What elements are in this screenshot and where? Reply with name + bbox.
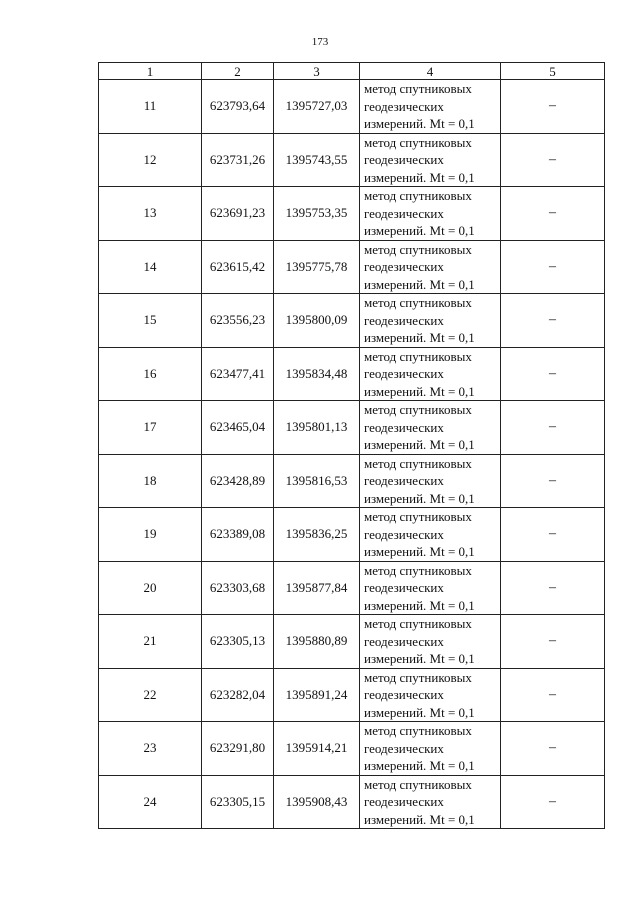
column-header-4: 4: [360, 63, 501, 80]
note-cell: –: [501, 347, 605, 401]
method-cell: [360, 722, 501, 776]
y-coordinate-cell: 1395914,21: [274, 722, 360, 776]
y-coordinate-cell: 1395816,53: [274, 454, 360, 508]
method-line-3: измерений. Mt = 0,1: [364, 597, 475, 613]
point-number-cell: 22: [99, 668, 202, 722]
y-coordinate-cell: 1395801,13: [274, 401, 360, 455]
method-line-2: геодезических: [364, 205, 444, 221]
method-line-1: метод спутниковых: [364, 295, 472, 310]
y-coordinate-cell: 1395834,48: [274, 347, 360, 401]
x-coordinate-cell: 623305,15: [202, 775, 274, 829]
note-cell: –: [501, 80, 605, 134]
page-number: 173: [311, 36, 329, 48]
note-cell: –: [501, 561, 605, 615]
x-coordinate-cell: 623282,04: [202, 668, 274, 722]
method-cell: [360, 561, 501, 615]
y-coordinate-cell: 1395877,84: [274, 561, 360, 615]
method-line-3: измерений. Mt = 0,1: [364, 544, 475, 559]
y-coordinate-cell: 1395800,09: [274, 294, 360, 348]
method-line-1: метод спутниковых: [364, 455, 472, 471]
method-cell: [360, 668, 501, 722]
point-number-cell: 18: [99, 454, 202, 508]
x-coordinate-cell: 623291,80: [202, 722, 274, 776]
table-row: [99, 240, 605, 294]
method-line-2: геодезических: [364, 687, 444, 702]
table-body: [99, 80, 605, 829]
method-line-2: геодезических: [364, 740, 444, 756]
point-number-cell: 16: [99, 347, 202, 401]
method-line-2: геодезических: [364, 526, 444, 542]
point-number-cell: 13: [99, 187, 202, 241]
method-line-3: измерений. Mt = 0,1: [364, 651, 475, 666]
x-coordinate-cell: 623793,64: [202, 80, 274, 134]
point-number-cell: 21: [99, 615, 202, 669]
note-cell: –: [501, 775, 605, 829]
method-line-2: геодезических: [364, 794, 444, 809]
note-cell: –: [501, 508, 605, 562]
y-coordinate-cell: 1395743,55: [274, 133, 360, 187]
point-number-cell: 19: [99, 508, 202, 562]
column-header-5: 5: [501, 63, 605, 80]
method-line-3: измерений. Mt = 0,1: [364, 704, 475, 720]
table-row: [99, 508, 605, 562]
table-row: [99, 615, 605, 669]
point-number-cell: 15: [99, 294, 202, 348]
note-cell: –: [501, 615, 605, 669]
method-line-3: измерений. Mt = 0,1: [364, 330, 475, 345]
x-coordinate-cell: 623305,13: [202, 615, 274, 669]
note-cell: –: [501, 454, 605, 508]
method-line-2: геодезических: [364, 473, 444, 488]
method-line-2: геодезических: [364, 366, 444, 381]
x-coordinate-cell: 623615,42: [202, 240, 274, 294]
method-line-2: геодезических: [364, 98, 444, 114]
method-line-3: измерений. Mt = 0,1: [364, 169, 475, 185]
table-row: [99, 668, 605, 722]
method-line-1: метод спутниковых: [364, 616, 472, 631]
method-line-1: метод спутниковых: [364, 81, 472, 96]
method-line-1: метод спутниковых: [364, 723, 472, 738]
table-row: [99, 722, 605, 776]
table-row: [99, 454, 605, 508]
table-row: [99, 133, 605, 187]
note-cell: –: [501, 401, 605, 455]
method-line-2: геодезических: [364, 580, 444, 595]
method-cell: [360, 133, 501, 187]
x-coordinate-cell: 623428,89: [202, 454, 274, 508]
y-coordinate-cell: 1395727,03: [274, 80, 360, 134]
method-line-1: метод спутниковых: [364, 562, 472, 578]
method-line-3: измерений. Mt = 0,1: [364, 276, 475, 292]
method-line-1: метод спутниковых: [364, 241, 472, 257]
column-header-2: 2: [202, 63, 274, 80]
method-line-1: метод спутниковых: [364, 509, 472, 524]
method-line-3: измерений. Mt = 0,1: [364, 437, 475, 452]
method-line-3: измерений. Mt = 0,1: [364, 383, 475, 399]
header-row: [99, 63, 605, 80]
point-number-cell: 17: [99, 401, 202, 455]
method-line-2: геодезических: [364, 633, 444, 649]
method-line-2: геодезических: [364, 419, 444, 435]
table-row: [99, 347, 605, 401]
method-line-2: геодезических: [364, 259, 444, 274]
y-coordinate-cell: 1395891,24: [274, 668, 360, 722]
y-coordinate-cell: 1395836,25: [274, 508, 360, 562]
method-cell: [360, 80, 501, 134]
note-cell: –: [501, 294, 605, 348]
method-line-2: геодезических: [364, 152, 444, 167]
method-line-1: метод спутниковых: [364, 402, 472, 417]
method-line-1: метод спутниковых: [364, 669, 472, 685]
method-cell: [360, 775, 501, 829]
point-number-cell: 20: [99, 561, 202, 615]
method-line-1: метод спутниковых: [364, 188, 472, 203]
table-row: [99, 187, 605, 241]
method-cell: [360, 187, 501, 241]
table-row: [99, 775, 605, 829]
point-number-cell: 12: [99, 133, 202, 187]
method-line-1: метод спутниковых: [364, 348, 472, 364]
point-number-cell: 23: [99, 722, 202, 776]
method-line-3: измерений. Mt = 0,1: [364, 490, 475, 506]
method-cell: [360, 401, 501, 455]
note-cell: –: [501, 133, 605, 187]
method-line-2: геодезических: [364, 312, 444, 328]
note-cell: –: [501, 187, 605, 241]
column-header-1: 1: [99, 63, 202, 80]
method-cell: [360, 454, 501, 508]
method-cell: [360, 615, 501, 669]
method-line-3: измерений. Mt = 0,1: [364, 758, 475, 773]
method-cell: [360, 347, 501, 401]
note-cell: –: [501, 668, 605, 722]
table-row: [99, 561, 605, 615]
method-line-3: измерений. Mt = 0,1: [364, 223, 475, 238]
x-coordinate-cell: 623731,26: [202, 133, 274, 187]
coordinates-table: [98, 62, 605, 829]
x-coordinate-cell: 623389,08: [202, 508, 274, 562]
x-coordinate-cell: 623477,41: [202, 347, 274, 401]
point-number-cell: 14: [99, 240, 202, 294]
method-cell: [360, 294, 501, 348]
method-cell: [360, 508, 501, 562]
x-coordinate-cell: 623691,23: [202, 187, 274, 241]
method-cell: [360, 240, 501, 294]
y-coordinate-cell: 1395880,89: [274, 615, 360, 669]
column-header-3: 3: [274, 63, 360, 80]
x-coordinate-cell: 623303,68: [202, 561, 274, 615]
method-line-3: измерений. Mt = 0,1: [364, 116, 475, 131]
note-cell: –: [501, 722, 605, 776]
y-coordinate-cell: 1395775,78: [274, 240, 360, 294]
note-cell: –: [501, 240, 605, 294]
x-coordinate-cell: 623465,04: [202, 401, 274, 455]
x-coordinate-cell: 623556,23: [202, 294, 274, 348]
method-line-1: метод спутниковых: [364, 134, 472, 150]
table-row: [99, 294, 605, 348]
y-coordinate-cell: 1395753,35: [274, 187, 360, 241]
point-number-cell: 11: [99, 80, 202, 134]
method-line-1: метод спутниковых: [364, 776, 472, 792]
table-row: [99, 401, 605, 455]
table-row: [99, 80, 605, 134]
y-coordinate-cell: 1395908,43: [274, 775, 360, 829]
method-line-3: измерений. Mt = 0,1: [364, 811, 475, 827]
point-number-cell: 24: [99, 775, 202, 829]
